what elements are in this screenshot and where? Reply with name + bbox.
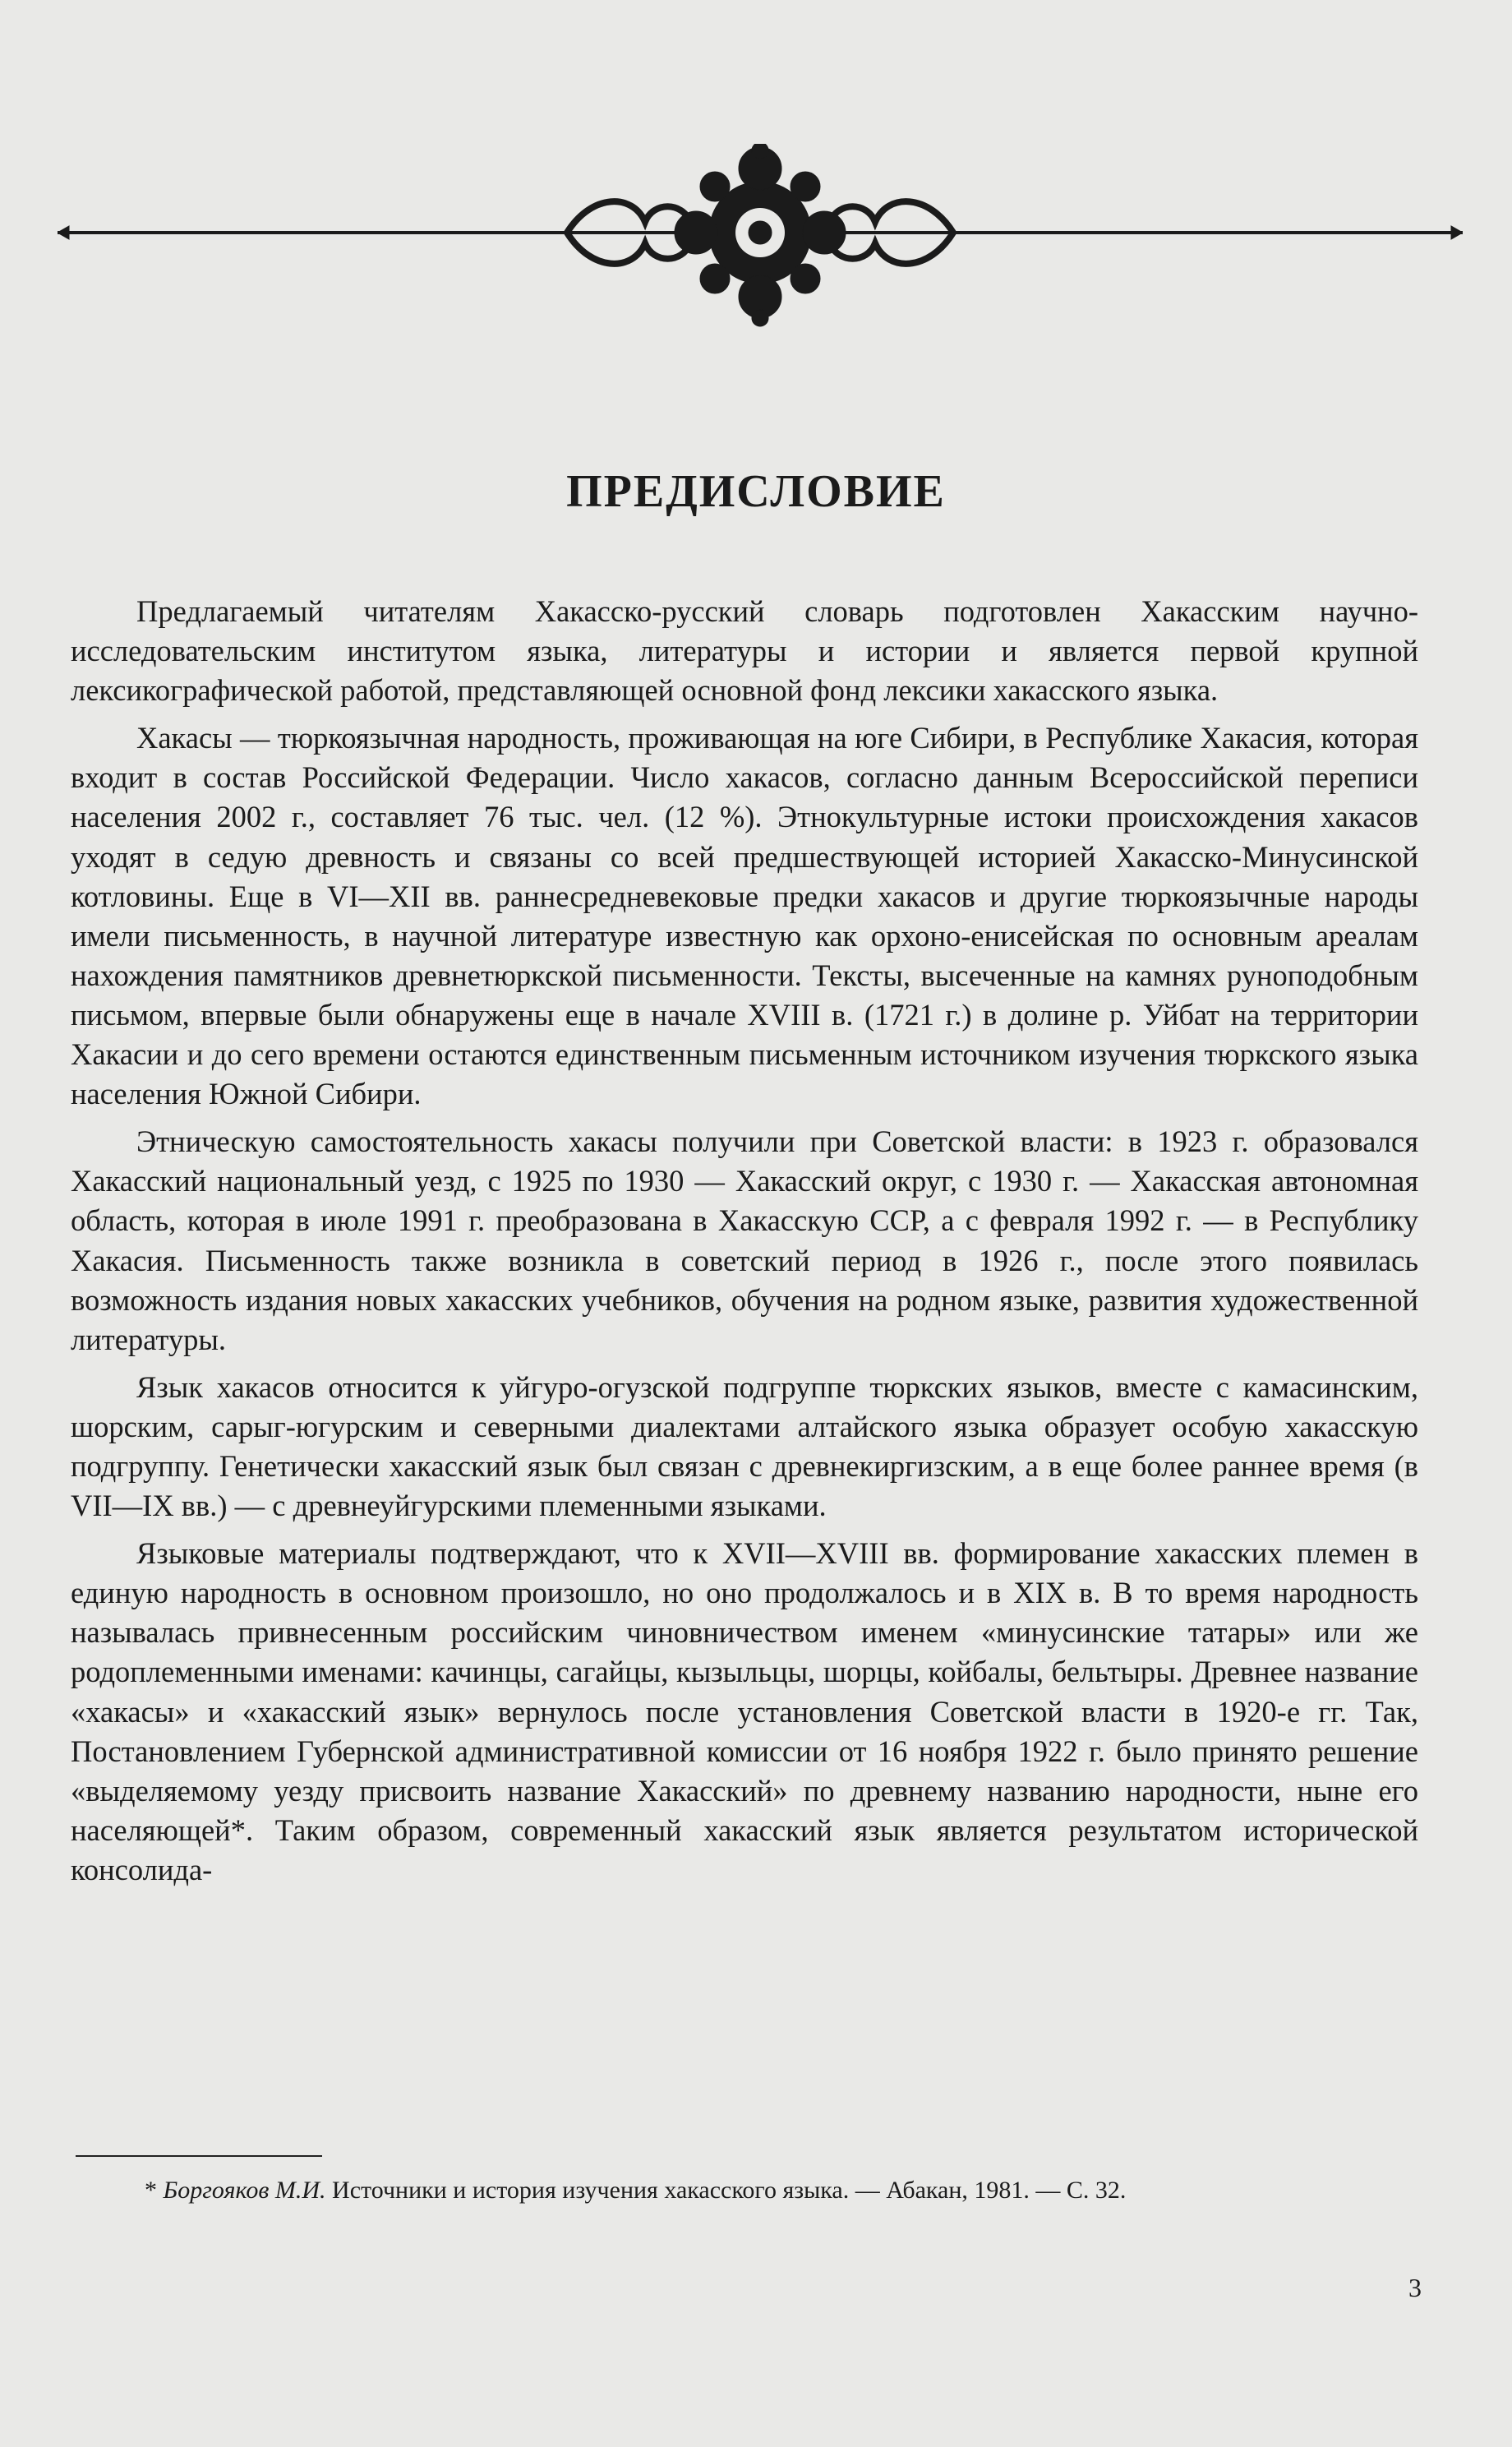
body-text bbox=[71, 592, 1418, 1898]
header-ornament bbox=[58, 144, 1463, 341]
footnote-marker: * bbox=[145, 2177, 157, 2204]
paragraph: Языковые материалы подтверждают, что к XVII—XVIII вв. формирование хакасских племен в единую народность в основном произошло, но оно продолжалось и в XIX в. В то время народность называлась привнесенным российским чиновничеством именем «минусинские татары» или же родоплеменными именами: качинцы, сагайцы, кызыльцы, шорцы, койбалы, бельтыры. Древнее название «хакасы» и «хакасский язык» вернулось после установления Советской власти в 1920-е гг. Так, Постановлением Губернской административной комиссии от 16 ноября 1922 г. было принято решение «выделяемому уезду присвоить название Хакасский» по древнему названию народности, ныне его населяющей*. Таким образом, современный хакасский язык является результатом исторической консолида- bbox=[71, 1536, 1418, 1886]
ornament-left-tip bbox=[58, 226, 69, 239]
paragraph: Хакасы — тюркоязычная народность, проживающая на юге Сибири, в Республике Хакасия, которая входит в состав Российской Федерации. Число хакасов, согласно данным Всероссийской переписи населения 2002 г., составляет 76 тыс. чел. (12 %). Этнокультурные истоки происхождения хакасов уходят в седую древность и связаны со всей предшествующей историей Хакасско-Минусинской котловины. Еще в VI—XII вв. раннесредневековые предки хакасов и другие тюркоязычные народы имели письменность, в научной литературе известную как орхоно-енисейская по основным ареалам нахождения памятников древнетюркской письменности. Тексты, высеченные на камнях руноподобным письмом, впервые были обнаружены еще в начале XVIII в. (1721 г.) в долине р. Уйбат на территории Хакасии и до сего времени остаются единственным письменным источником изучения тюркского языка населения Южной Сибири. bbox=[71, 721, 1418, 1111]
footnote-separator bbox=[76, 2155, 322, 2157]
footnote-source: Источники и история изучения хакасского языка. — Абакан, 1981. — С. 32. bbox=[332, 2177, 1127, 2204]
paragraph: Язык хакасов относится к уйгуро-огузской подгруппе тюркских языков, вместе с камасинским, шорским, сарыг-югурским и северными диалектами алтайского языка образует особую хакасскую подгруппу. Генетически хакасский язык был связан с древнекиргизским, а в еще более раннее время (в VII—IX вв.) — с древнеуйгурскими племенными языками. bbox=[71, 1369, 1418, 1523]
page-number: 3 bbox=[1408, 2273, 1422, 2302]
footnote-author: Боргояков М.И. bbox=[163, 2177, 326, 2204]
ornament-right-tip bbox=[1451, 226, 1463, 239]
paragraph: Предлагаемый читателям Хакасско-русский словарь подготовлен Хакасским научно-исследовательским институтом языка, литературы и истории и является первой крупной лексикографической работой, представляющей основной фонд лексики хакасского языка. bbox=[71, 594, 1418, 708]
page-title: ПРЕДИСЛОВИЕ bbox=[566, 466, 946, 517]
paragraph: Этническую самостоятельность хакасы получили при Советской власти: в 1923 г. образовался Хакасский национальный уезд, с 1925 по 1930 — Хакасский округ, с 1930 г. — Хакасская автономная область, которая в июле 1991 г. преобразована в Хакасскую ССР, а с февраля 1992 г. — в Республику Хакасия. Письменность также возникла в советский период в 1926 г., после этого появилась возможность издания новых хакасских учебников, обучения на родном языке, развития художественной литературы. bbox=[71, 1124, 1418, 1356]
footnote bbox=[71, 2172, 1418, 2209]
footnote-text bbox=[71, 2172, 1418, 2209]
